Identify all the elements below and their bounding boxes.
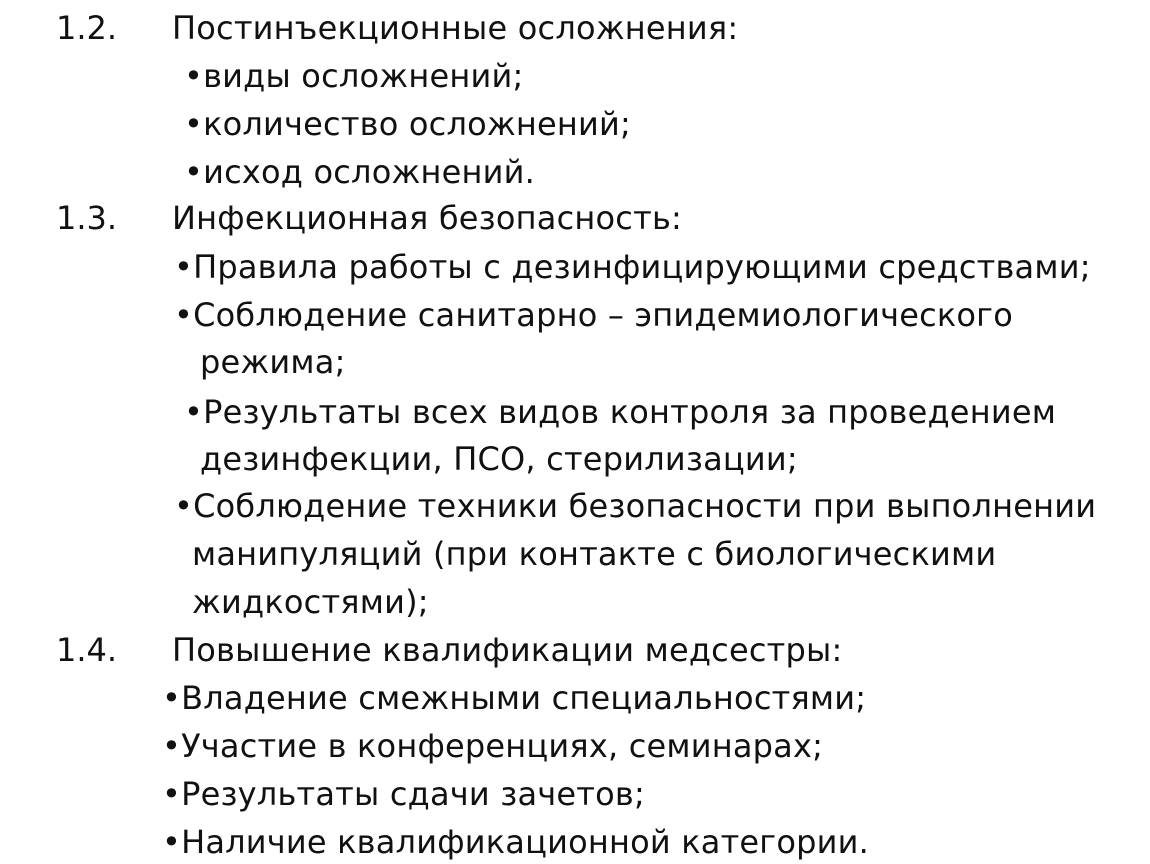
bullet-item-continuation: режима; xyxy=(200,343,346,381)
bullet-item-continuation: дезинфекции, ПСО, стерилизации; xyxy=(200,440,798,478)
section-number: 1.3. xyxy=(56,199,118,237)
bullet-item: •Соблюдение санитарно – эпидемиологического xyxy=(174,296,1013,334)
bullet-item: •количество осложнений; xyxy=(184,105,632,143)
section-heading: Постинъекционные осложнения: xyxy=(172,9,739,47)
bullet-item: •Правила работы с дезинфицирующими средствами; xyxy=(174,248,1091,286)
bullet-item: •Участие в конференциях, семинарах; xyxy=(162,727,824,765)
section-heading: Инфекционная безопасность: xyxy=(172,199,682,237)
bullet-item: •Владение смежными специальностями; xyxy=(162,679,867,717)
bullet-item: •исход осложнений. xyxy=(184,153,536,191)
bullet-item: •Результаты сдачи зачетов; xyxy=(162,775,645,813)
bullet-item-continuation: жидкостями); xyxy=(192,583,429,621)
section-heading: Повышение квалификации медсестры: xyxy=(172,631,843,669)
bullet-item: •Наличие квалификационной категории. xyxy=(162,823,869,861)
section-number: 1.2. xyxy=(56,9,118,47)
section-number: 1.4. xyxy=(56,631,118,669)
bullet-item: •Результаты всех видов контроля за проведением xyxy=(184,393,1057,431)
bullet-item: •Соблюдение техники безопасности при выполнении xyxy=(174,487,1097,525)
bullet-item-continuation: манипуляций (при контакте с биологическими xyxy=(192,535,997,573)
bullet-item: •виды осложнений; xyxy=(184,57,524,95)
